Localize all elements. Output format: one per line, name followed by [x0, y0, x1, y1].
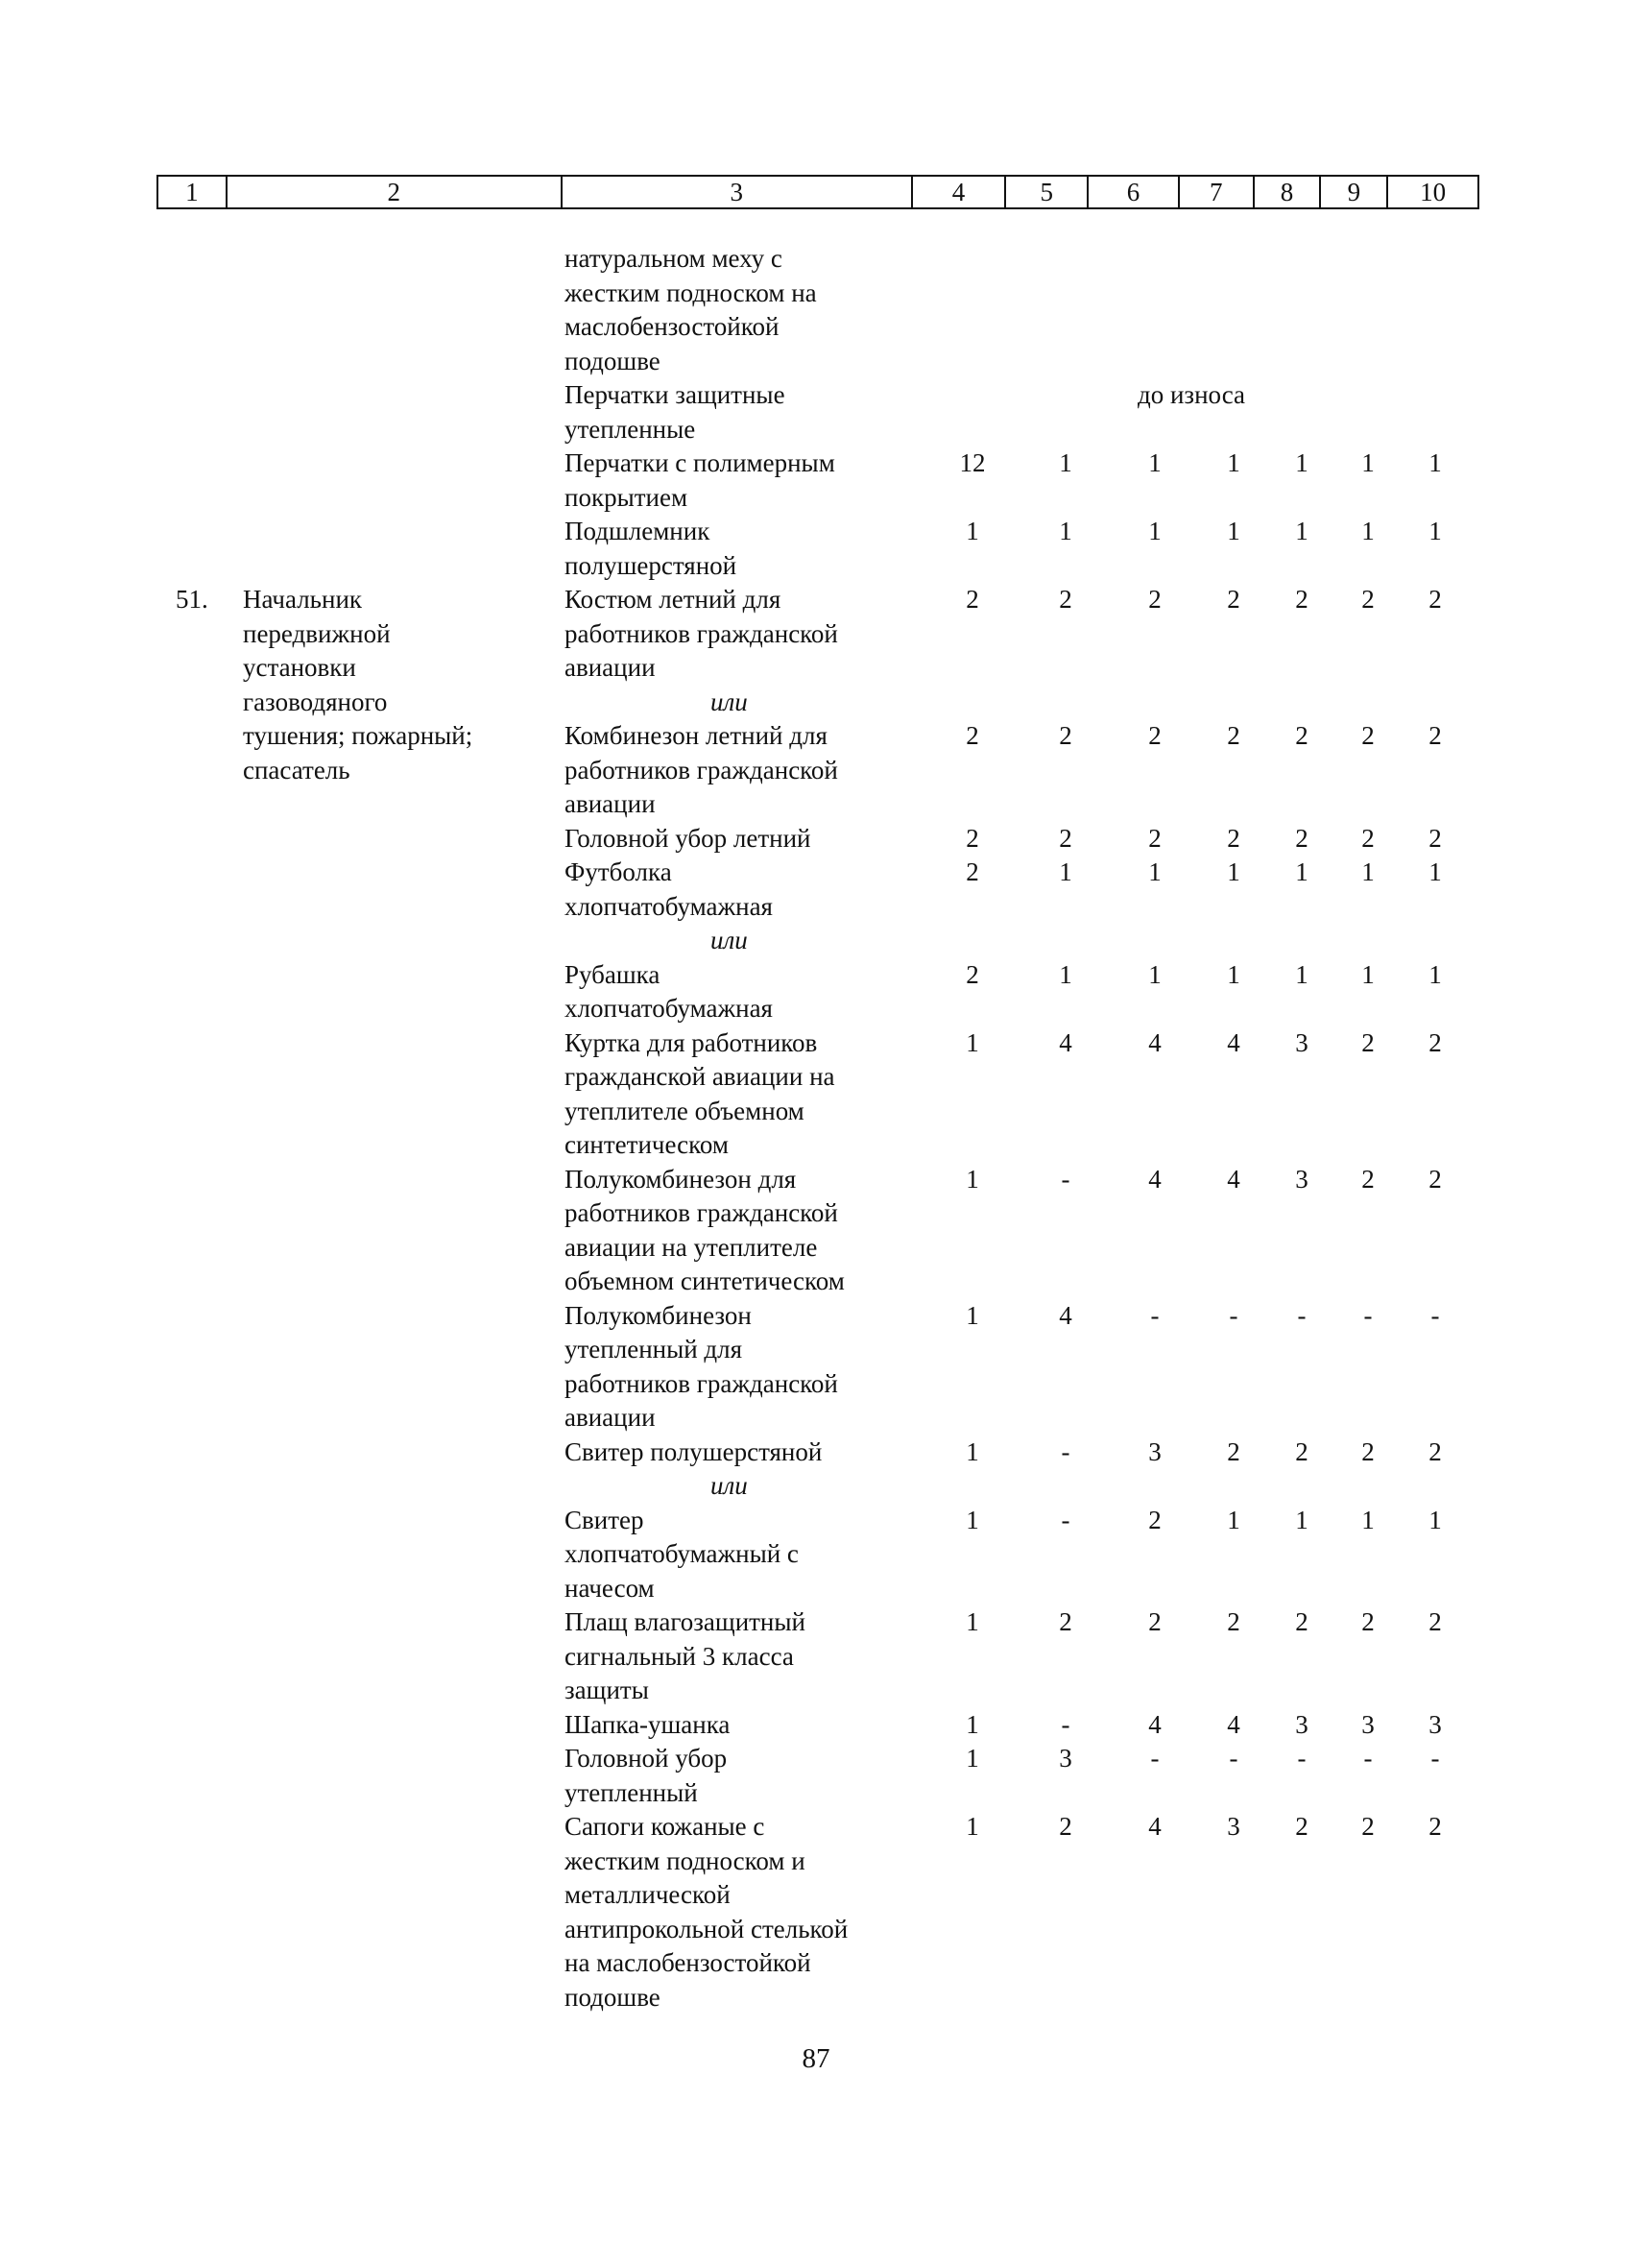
value-col-9: 3	[1361, 1709, 1375, 1739]
value-col-4: 1	[966, 1709, 979, 1739]
value-col-6: 2	[1148, 1607, 1162, 1636]
column-header-3: 3	[563, 177, 913, 207]
item-name: Перчатки защитные утепленные	[564, 380, 785, 444]
value-col-8: 3	[1295, 1164, 1308, 1194]
protective-clothing-table	[0, 242, 1632, 2015]
item-name: Куртка для работников гражданской авиации на утеплителе объемном синтетическом	[564, 1027, 835, 1159]
column-header-4: 4	[913, 177, 1007, 207]
value-col-6: 4	[1148, 1164, 1162, 1194]
value-col-9: 1	[1361, 517, 1375, 545]
item-name: натуральном меху с жестким подноском на маслобензостойкой подошве	[564, 244, 817, 375]
value-col-6: 3	[1148, 1436, 1162, 1466]
value-col-9: 1	[1361, 448, 1375, 477]
column-number-header	[156, 175, 1479, 209]
value-col-7: -	[1229, 1744, 1238, 1773]
value-col-8: 2	[1295, 721, 1308, 750]
value-col-7: 1	[1227, 857, 1240, 886]
value-col-8: 2	[1295, 1812, 1308, 1841]
table-row	[0, 719, 1632, 822]
item-name: Головной убор утепленный	[564, 1744, 728, 1807]
position-name: Начальник передвижной установки газоводяного тушения; пожарный; спасатель	[243, 585, 473, 784]
value-col-6: -	[1150, 1300, 1160, 1330]
table-row	[0, 515, 1632, 583]
item-name: Футболка хлопчатобумажная	[564, 857, 773, 921]
item-name: Свитер хлопчатобумажный с начесом	[564, 1505, 799, 1603]
column-header-10: 10	[1420, 178, 1447, 206]
value-col-6: 4	[1148, 1812, 1162, 1841]
value-col-10: 1	[1428, 448, 1442, 477]
value-col-5: -	[1061, 1709, 1070, 1739]
value-col-7: 4	[1227, 1709, 1240, 1739]
value-col-5: -	[1061, 1164, 1070, 1194]
value-col-5: -	[1061, 1505, 1070, 1534]
value-col-5: 2	[1059, 585, 1072, 614]
value-col-8: 3	[1295, 1027, 1308, 1057]
column-header-7: 7	[1180, 177, 1255, 207]
value-col-9: -	[1363, 1744, 1373, 1773]
value-col-6: 1	[1148, 959, 1162, 989]
value-col-10: 2	[1428, 1436, 1442, 1466]
table-row	[0, 1299, 1632, 1436]
value-col-6: -	[1150, 1744, 1160, 1773]
value-col-10: 2	[1428, 721, 1442, 750]
value-col-9: 1	[1361, 1505, 1375, 1534]
column-header-8: 8	[1255, 177, 1322, 207]
value-col-6: 1	[1148, 448, 1162, 477]
item-name: Подшлемник полушерстяной	[564, 517, 737, 580]
value-col-5: 2	[1059, 721, 1072, 750]
value-col-9: 2	[1361, 721, 1375, 750]
table-row	[0, 822, 1632, 857]
column-header-2: 2	[228, 177, 563, 207]
value-col-4: 1	[966, 1436, 979, 1466]
value-col-4: 2	[966, 857, 979, 886]
value-col-5: 1	[1059, 857, 1072, 886]
value-col-9: 2	[1361, 1812, 1375, 1841]
value-col-5: 4	[1059, 1027, 1072, 1057]
item-name: Комбинезон летний для работников гражданской авиации	[564, 721, 838, 818]
table-row	[0, 1810, 1632, 2015]
value-col-6: 2	[1148, 1505, 1162, 1534]
value-col-5: -	[1061, 1436, 1070, 1466]
value-col-7: 3	[1227, 1812, 1240, 1841]
table-row	[0, 856, 1632, 924]
table-row	[0, 446, 1632, 515]
value-col-10: 2	[1428, 585, 1442, 614]
value-col-6: 2	[1148, 585, 1162, 614]
value-col-10: 2	[1428, 823, 1442, 853]
value-col-5: 4	[1059, 1300, 1072, 1330]
value-col-7: 1	[1227, 959, 1240, 989]
value-col-7: 1	[1227, 1505, 1240, 1534]
value-col-5: 2	[1059, 823, 1072, 853]
item-name: Рубашка хлопчатобумажная	[564, 959, 773, 1023]
value-col-8: 2	[1295, 1607, 1308, 1636]
table-row	[0, 958, 1632, 1026]
value-col-9: 2	[1361, 1436, 1375, 1466]
value-col-6: 1	[1148, 517, 1162, 545]
value-col-4: 1	[966, 1164, 979, 1194]
table-row	[0, 1436, 1632, 1470]
value-col-4: 1	[966, 1607, 979, 1636]
value-col-8: -	[1297, 1744, 1307, 1773]
until-worn-note: до износа	[1138, 380, 1246, 409]
value-col-4: 1	[966, 517, 979, 545]
value-col-7: 1	[1227, 517, 1240, 545]
table-row	[0, 1469, 1632, 1504]
value-col-10: 1	[1428, 959, 1442, 989]
value-col-7: 2	[1227, 721, 1240, 750]
value-col-7: 1	[1227, 448, 1240, 477]
alternative-separator: или	[710, 1471, 748, 1500]
value-col-9: 2	[1361, 585, 1375, 614]
value-col-5: 2	[1059, 1812, 1072, 1841]
value-col-10: -	[1430, 1300, 1440, 1330]
item-name: Сапоги кожаные с жестким подноском и металлической антипрокольной стелькой на маслобензостойкой подошве	[564, 1812, 849, 2012]
column-header-6: 6	[1089, 177, 1180, 207]
value-col-4: 1	[966, 1300, 979, 1330]
value-col-5: 2	[1059, 1607, 1072, 1636]
item-name: Полукомбинезон утепленный для работников гражданской авиации	[564, 1300, 838, 1432]
value-col-4: 1	[966, 1812, 979, 1841]
value-col-8: 1	[1295, 517, 1308, 545]
value-col-4: 12	[959, 448, 986, 477]
table-row	[0, 686, 1632, 720]
table-row	[0, 378, 1632, 446]
value-col-5: 1	[1059, 959, 1072, 989]
item-name: Шапка-ушанка	[564, 1709, 731, 1739]
value-col-8: 2	[1295, 823, 1308, 853]
alternative-separator: или	[710, 926, 748, 954]
value-col-6: 1	[1148, 857, 1162, 886]
value-col-8: 2	[1295, 1436, 1308, 1466]
value-col-8: 3	[1295, 1709, 1308, 1739]
table-row	[0, 1708, 1632, 1743]
value-col-7: 2	[1227, 1607, 1240, 1636]
value-col-4: 2	[966, 823, 979, 853]
value-col-8: 1	[1295, 1505, 1308, 1534]
value-col-9: 1	[1361, 959, 1375, 989]
value-col-10: 2	[1428, 1164, 1442, 1194]
column-header-5: 5	[1006, 177, 1089, 207]
value-col-6: 2	[1148, 721, 1162, 750]
value-col-9: 2	[1361, 1164, 1375, 1194]
position-number: 51.	[176, 585, 208, 614]
value-col-10: 2	[1428, 1607, 1442, 1636]
value-col-7: 2	[1227, 1436, 1240, 1466]
page-number: 87	[802, 2043, 830, 2074]
value-col-10: 2	[1428, 1812, 1442, 1841]
value-col-5: 1	[1059, 517, 1072, 545]
value-col-7: 4	[1227, 1027, 1240, 1057]
value-col-4: 2	[966, 585, 979, 614]
item-name: Свитер полушерстяной	[564, 1436, 823, 1466]
value-col-7: 2	[1227, 823, 1240, 853]
column-header-1: 1	[158, 177, 228, 207]
table-row	[0, 1742, 1632, 1810]
table-row	[0, 1605, 1632, 1708]
item-name: Головной убор летний	[564, 823, 811, 853]
item-name: Плащ влагозащитный сигнальный 3 класса защиты	[564, 1607, 805, 1704]
value-col-4: 1	[966, 1505, 979, 1534]
item-name: Перчатки с полимерным покрытием	[564, 448, 835, 512]
value-col-6: 4	[1148, 1709, 1162, 1739]
value-col-10: 1	[1428, 1505, 1442, 1534]
value-col-10: 1	[1428, 517, 1442, 545]
table-row	[0, 1026, 1632, 1163]
value-col-6: 4	[1148, 1027, 1162, 1057]
item-name: Костюм летний для работников гражданской авиации	[564, 585, 838, 682]
column-header-9: 9	[1321, 177, 1388, 207]
value-col-7: -	[1229, 1300, 1238, 1330]
value-col-9: -	[1363, 1300, 1373, 1330]
value-col-10: 3	[1428, 1709, 1442, 1739]
value-col-8: 2	[1295, 585, 1308, 614]
value-col-4: 2	[966, 959, 979, 989]
value-col-9: 1	[1361, 857, 1375, 886]
value-col-9: 2	[1361, 823, 1375, 853]
table-row	[0, 242, 1632, 378]
value-col-8: -	[1297, 1300, 1307, 1330]
value-col-4: 1	[966, 1744, 979, 1773]
value-col-7: 4	[1227, 1164, 1240, 1194]
value-col-5: 3	[1059, 1744, 1072, 1773]
value-col-10: 1	[1428, 857, 1442, 886]
value-col-4: 2	[966, 721, 979, 750]
value-col-6: 2	[1148, 823, 1162, 853]
alternative-separator: или	[710, 687, 748, 716]
value-col-9: 2	[1361, 1027, 1375, 1057]
table-row	[0, 924, 1632, 958]
value-col-9: 2	[1361, 1607, 1375, 1636]
value-col-10: -	[1430, 1744, 1440, 1773]
value-col-10: 2	[1428, 1027, 1442, 1057]
item-name: Полукомбинезон для работников гражданской авиации на утеплителе объемном синтетическом	[564, 1164, 845, 1295]
value-col-5: 1	[1059, 448, 1072, 477]
value-col-7: 2	[1227, 585, 1240, 614]
value-col-4: 1	[966, 1027, 979, 1057]
value-col-8: 1	[1295, 448, 1308, 477]
table-row	[0, 1163, 1632, 1299]
value-col-8: 1	[1295, 959, 1308, 989]
table-row	[0, 1504, 1632, 1606]
value-col-8: 1	[1295, 857, 1308, 886]
